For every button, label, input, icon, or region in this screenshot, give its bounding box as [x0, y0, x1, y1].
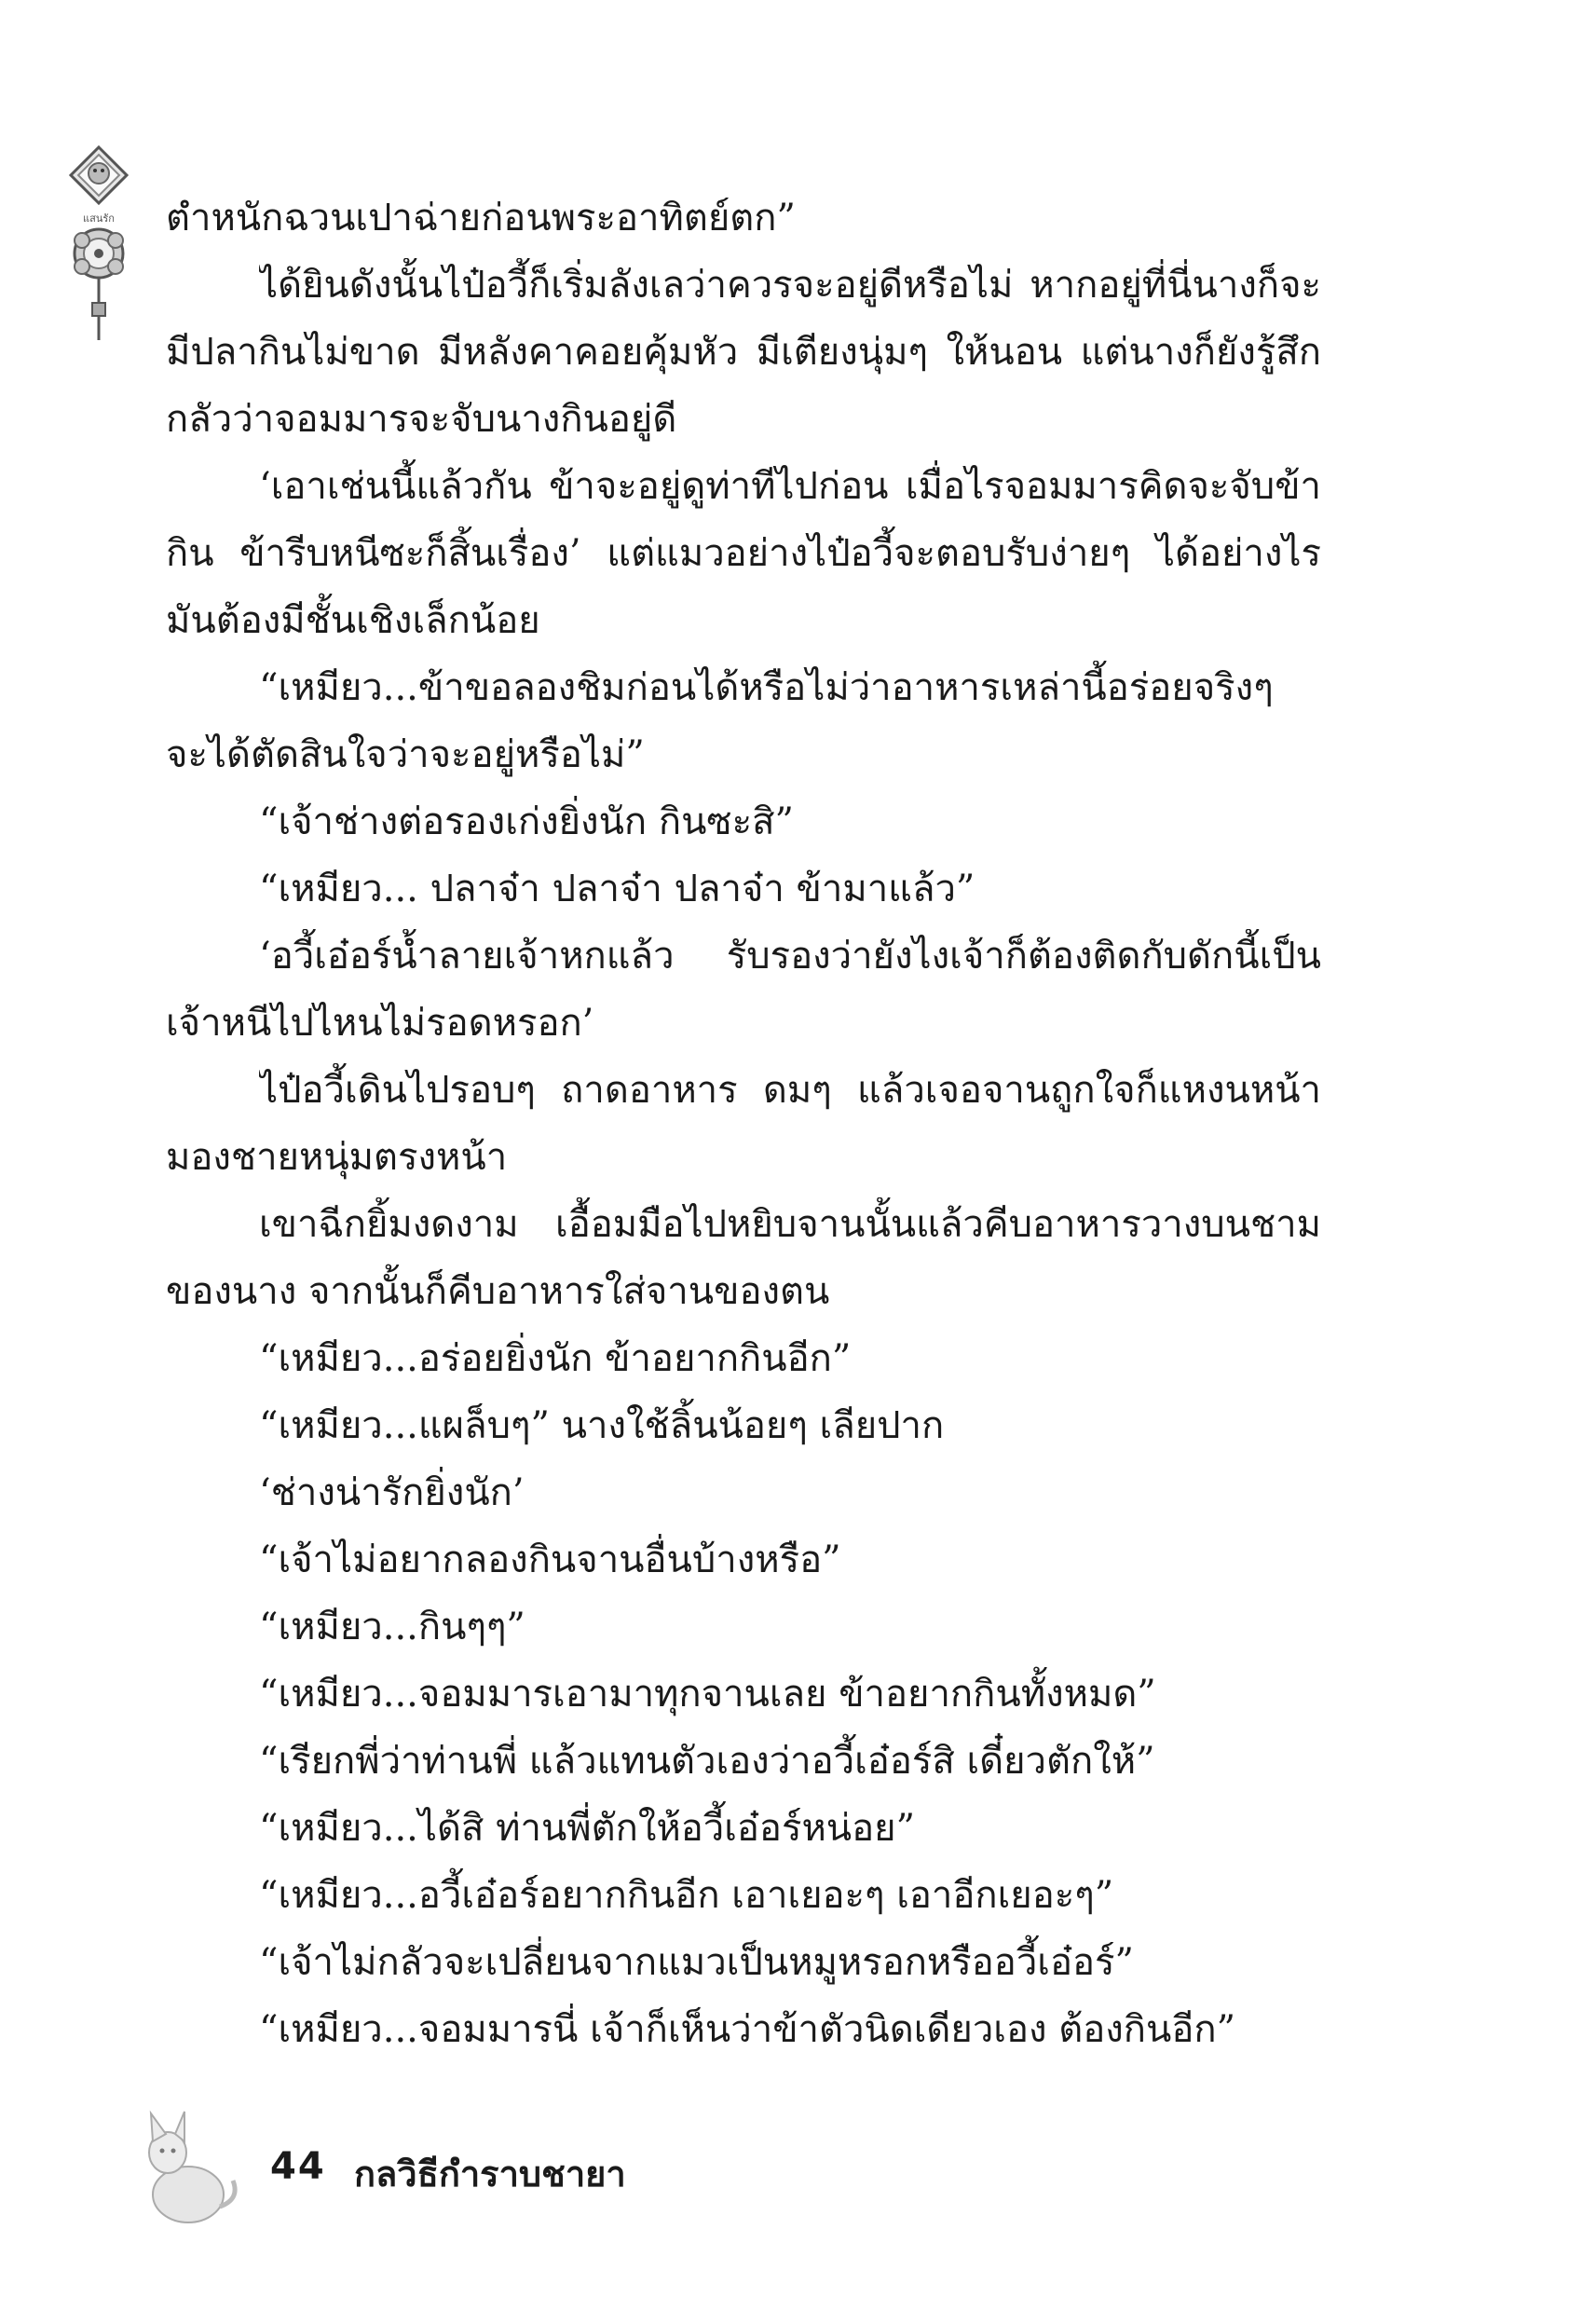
text-line: เจ้าหนีไปไหนไม่รอดหรอก’	[166, 1002, 594, 1045]
text-line: “เหมียว...จอมมารนี่ เจ้าก็เห็นว่าข้าตัวนิดเดียวเอง ต้องกินอีก”	[259, 2008, 1236, 2051]
text-line: ‘ช่างน่ารักยิ่งนัก’	[259, 1471, 525, 1514]
text-line: เขาฉีกยิ้มงดงาม เอื้อมมือไปหยิบจานนั้นแล้วคีบอาหารวางบนชาม	[259, 1203, 1321, 1246]
text-line: “เจ้าไม่กลัวจะเปลี่ยนจากแมวเป็นหมูหรอกหรืออวี้เอ๋อร์”	[259, 1941, 1134, 1984]
text-line: “เรียกพี่ว่าท่านพี่ แล้วแทนตัวเองว่าอวี้เอ๋อร์สิ เดี๋ยวตักให้”	[259, 1740, 1155, 1783]
cat-icon	[130, 2097, 242, 2227]
page-number: 44	[270, 2145, 326, 2188]
text-line: ได้ยินดังนั้นไป๋อวี้ก็เริ่มลังเลว่าควรจะอยู่ดีหรือไม่ หากอยู่ที่นี่นางก็จะ	[259, 264, 1321, 307]
text-line: กลัวว่าจอมมารจะจับนางกินอยู่ดี	[166, 398, 677, 441]
text-line: ของนาง จากนั้นก็คีบอาหารใส่จานของตน	[166, 1270, 830, 1313]
text-line: มันต้องมีชั้นเชิงเล็กน้อย	[166, 599, 540, 642]
text-line: “เหมียว...กินๆๆ”	[259, 1606, 525, 1648]
ornament-label: แสนรัก	[83, 212, 115, 225]
text-line: จะได้ตัดสินใจว่าจะอยู่หรือไม่”	[166, 733, 645, 776]
text-line: มองชายหนุ่มตรงหน้า	[166, 1136, 508, 1179]
text-line: “เหมียว...แผล็บๆ” นางใช้ลิ้นน้อยๆ เลียปาก	[259, 1404, 945, 1447]
ornament-icon	[63, 140, 175, 354]
text-line: ตำหนักฉวนเปาฉ่ายก่อนพระอาทิตย์ตก”	[166, 197, 796, 239]
text-line: “เหมียว... ปลาจ๋า ปลาจ๋า ปลาจ๋า ข้ามาแล้ว”	[259, 868, 975, 910]
text-line: ไป๋อวี้เดินไปรอบๆ ถาดอาหาร ดมๆ แล้วเจอจานถูกใจก็แหงนหน้า	[259, 1069, 1321, 1112]
text-line: “เหมียว...ได้สิ ท่านพี่ตักให้อวี้เอ๋อร์หน่อย”	[259, 1807, 916, 1850]
text-line: กิน ข้ารีบหนีซะก็สิ้นเรื่อง’ แต่แมวอย่างไป๋อวี้จะตอบรับง่ายๆ ได้อย่างไร	[166, 532, 1321, 575]
text-line: “เจ้าไม่อยากลองกินจานอื่นบ้างหรือ”	[259, 1538, 841, 1581]
text-line: “เหมียว...ข้าขอลองชิมก่อนได้หรือไม่ว่าอาหารเหล่านี้อร่อยจริงๆ	[259, 666, 1274, 709]
text-line: “เหมียว...จอมมารเอามาทุกจานเลย ข้าอยากกินทั้งหมด”	[259, 1673, 1156, 1716]
page-footer	[130, 2097, 783, 2227]
text-line: ‘เอาเช่นนี้แล้วกัน ข้าจะอยู่ดูท่าทีไปก่อน เมื่อไรจอมมารคิดจะจับข้า	[259, 465, 1321, 508]
text-line: ‘อวี้เอ๋อร์น้ำลายเจ้าหกแล้ว รับรองว่ายังไงเจ้าก็ต้องติดกับดักนี้เป็น	[259, 935, 1321, 978]
text-line: “เจ้าช่างต่อรองเก่งยิ่งนัก กินซะสิ”	[259, 800, 794, 843]
text-line: “เหมียว...อวี้เอ๋อร์อยากกินอีก เอาเยอะๆ เอาอีกเยอะๆ”	[259, 1874, 1114, 1917]
text-line: “เหมียว...อร่อยยิ่งนัก ข้าอยากกินอีก”	[259, 1337, 852, 1380]
book-title: กลวิธีกำราบชายา	[354, 2154, 626, 2195]
text-line: มีปลากินไม่ขาด มีหลังคาคอยคุ้มหัว มีเตียงนุ่มๆ ให้นอน แต่นางก็ยังรู้สึก	[166, 331, 1321, 374]
